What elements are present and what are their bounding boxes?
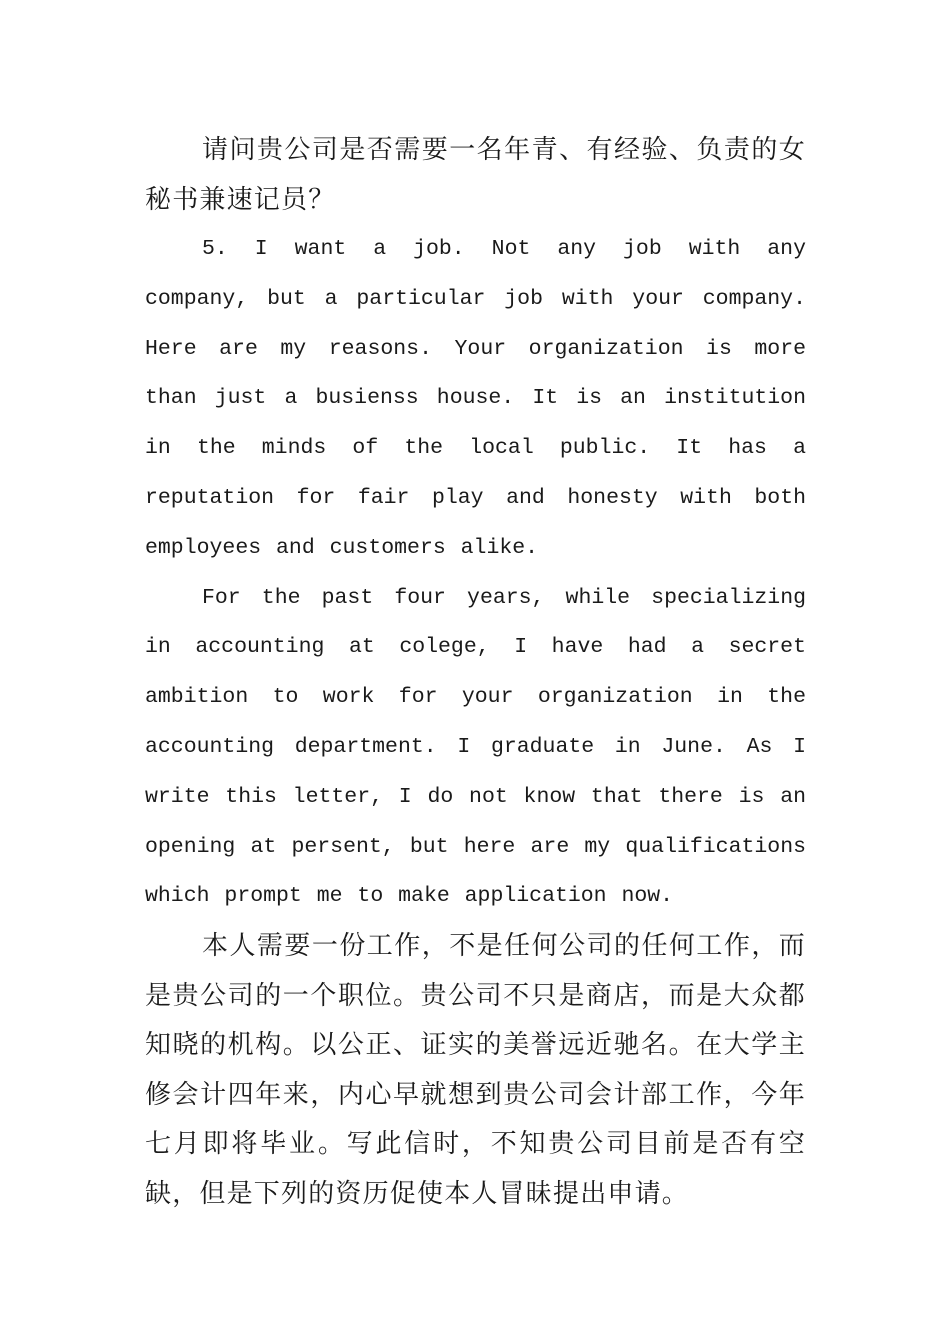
paragraph-english-qualifications: For the past four years, while specializing in accounting at colege, I have had a secret ambition to work for your organization in the accounting department. I graduate in June. As I write this letter, I do not know that there is an opening at persent, but here are my qualifications which prompt me to make application now.	[145, 585, 806, 909]
document-body	[145, 126, 806, 1219]
paragraph-chinese-secretary-inquiry: 请问贵公司是否需要一名年青、有经验、负责的女秘书兼速记员？	[145, 135, 806, 215]
paragraph-chinese-translation: 本人需要一份工作，不是任何公司的任何工作，而是贵公司的一个职位。贵公司不只是商店，而是大众都知晓的机构。以公正、证实的美誉远近驰名。在大学主修会计四年来，内心早就想到贵公司会计部工作，今年七月即将毕业。写此信时，不知贵公司目前是否有空缺，但是下列的资历促使本人冒昧提出申请。	[145, 931, 806, 1209]
paragraph-english-job-reasons: 5. I want a job. Not any job with any company, but a particular job with your company. Here are my reasons. Your organization is more than just a busienss house. It is an institution in the minds of the local public. It has a reputation for fair play and honesty with both employees and customers alike.	[145, 237, 806, 560]
